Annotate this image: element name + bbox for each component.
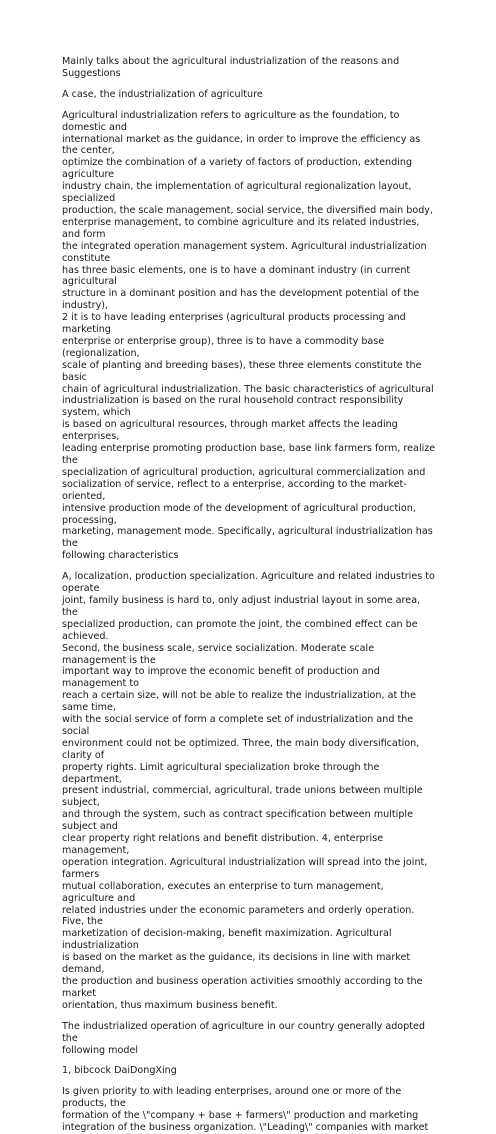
list-item-1: 1, bibcock DaiDongXing — [62, 1065, 177, 1077]
document-title: Mainly talks about the agricultural industrialization of the reasons and Suggestions — [62, 56, 400, 79]
paragraph-1: Agricultural industrialization refers to agriculture as the foundation, to domestic and international market as the guidance, in order to improve the efficiency as the center, optimize the combination of a variety of factors of production, extending agriculture industry chain, the implementation of agricultural regionalization layout, specialized production, the scale management, social service, the diversified main body, enterprise management, to combine agriculture and its related industries, and form the integrated operation management system. Agricultural industrialization constitute has three basic elements, one is to have a dominant industry (in current agricultural structure in a dominant position and has the development potential of the industry), 2 it is to have leading enterprises (agricultural products processing and marketing enterprise or enterprise group), three is to have a commodity base (regionalization, scale of planting and breeding bases), these three elements constitute the basic chain of agricultural industrialization. The basic characteristics of agricultural industrialization is based on the rural household contract responsibility system, which is based on agricultural resources, through market affects the leading enterprises, leading enterprise promoting production base, base link farmers form, realize the specialization of agricultural production, agricultural commercialization and socialization of service, reflect to a enterprise, according to the market-oriented, intensive production mode of the development of agricultural production, processing, marketing, management mode. Specifically, agricultural industrialization has the following characteristics — [62, 109, 436, 562]
document-page — [62, 56, 438, 1134]
paragraph-2: A, localization, production specialization. Agriculture and related industries to operate joint, family business is hard to, only adjust industrial layout in some area, the specialized production, can promote the joint, the combined effect can be achieved. Second, the business scale, service socialization. Moderate scale management is the important way to improve the economic benefit of production and management to reach a certain size, will not be able to realize the industrialization, at the same time, with the social service of form a complete set of industrialization and the social environment could not be optimized. Three, the main body diversification, clarity of property rights. Limit agricultural specialization broke through the department, present industrial, commercial, agricultural, trade unions between multiple subject, and through the system, such as contract specification between multiple subject and clear property right relations and benefit distribution. 4, enterprise management, operation integration. Agricultural industrialization will spread into the joint, farmers mutual collaboration, executes an enterprise to turn management, agriculture and related industries under the economic parameters and orderly operation. Five, the marketization of decision-making, benefit maximization. Agricultural industrialization is based on the market as the guidance, its decisions in line with market demand, the production and business operation activities smoothly according to the market orientation, thus maximum business benefit. — [62, 571, 435, 1011]
paragraph-4: Is given priority to with leading enterprises, around one or more of the products, the formation of the \"company + base + farmers\" production and marketing integration of the business organization. \"Leading\" companies with market — [62, 1086, 429, 1134]
paragraph-3: The industrialized operation of agriculture in our country generally adopted the following model — [62, 1020, 426, 1056]
section-heading: A case, the industrialization of agriculture — [62, 88, 263, 100]
